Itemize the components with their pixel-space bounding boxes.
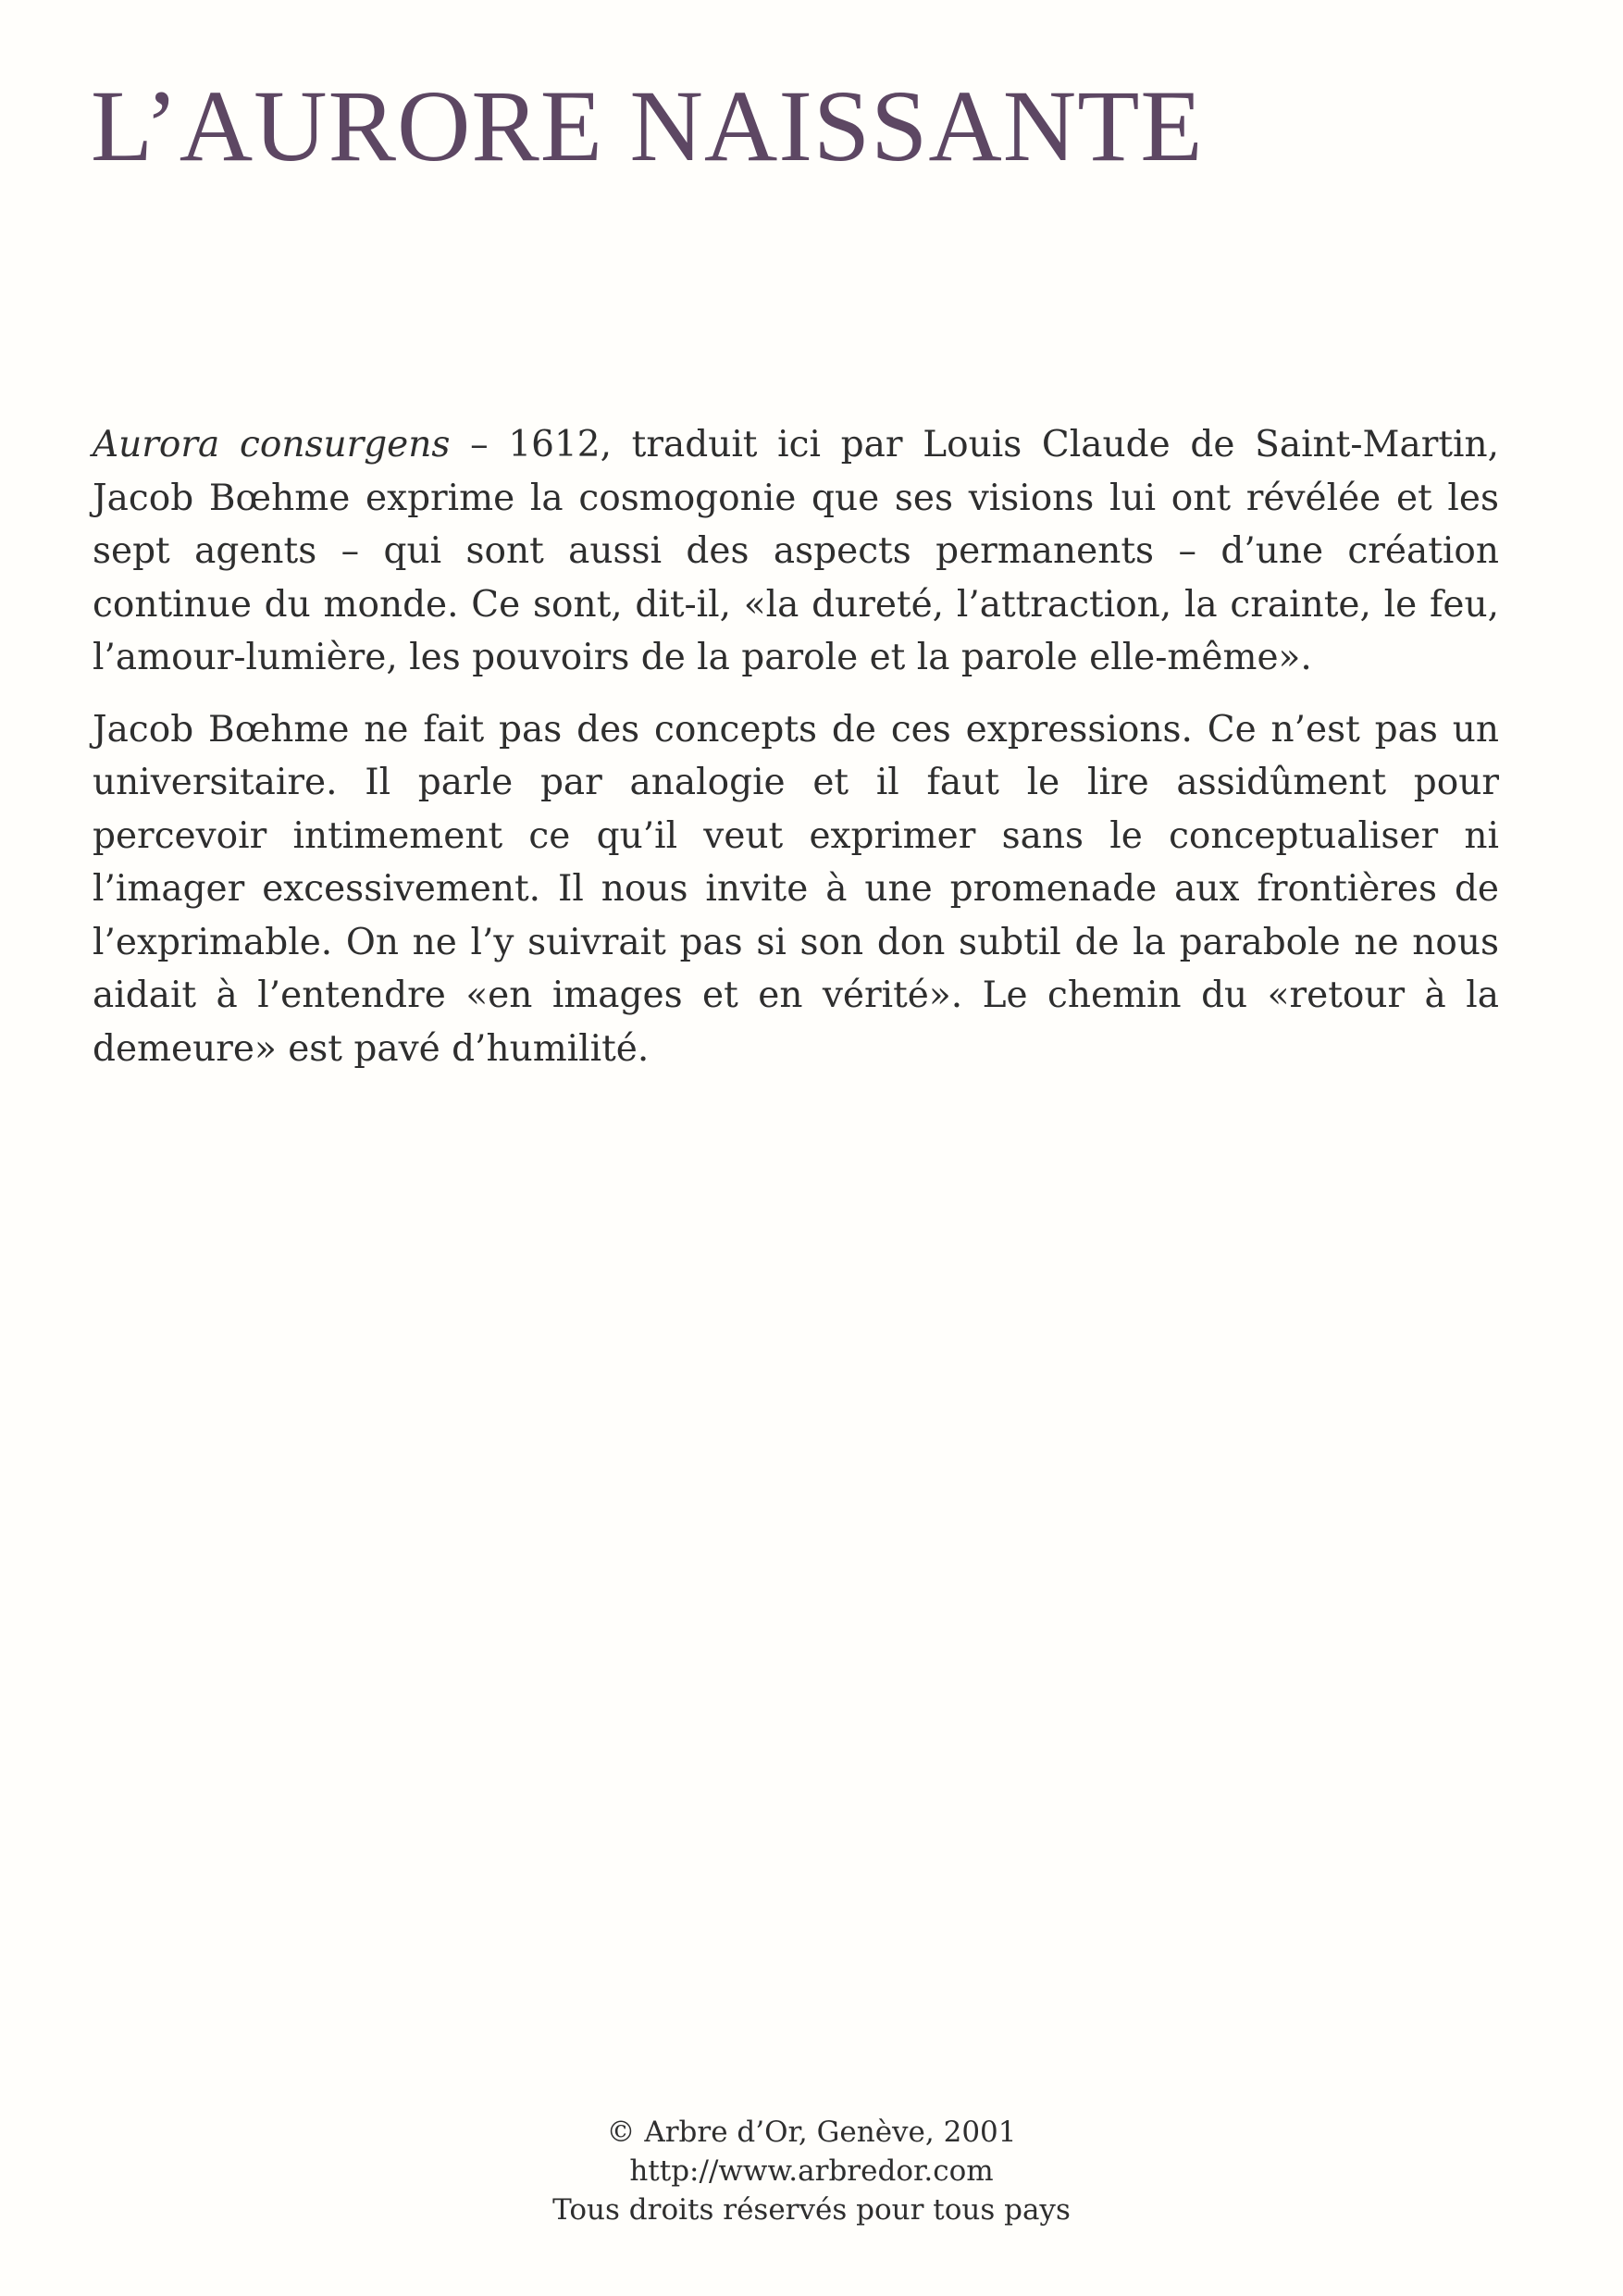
- paragraph-2: Jacob Bœhme ne fait pas des concepts de ces expressions. Ce n’est pas un universitaire. Il parle par analogie et il faut le lire assidûment pour percevoir intimement ce qu’il veut exprimer sans le conceptualiser ni l’imager excessivement. Il nous invite à une promenade aux frontières de l’exprimable. On ne l’y suivrait pas si son don subtil de la parabole ne nous aidait à l’entendre «en images et en vérité». Le chemin du «retour à la demeure» est pavé d’humilité.: [93, 708, 1499, 1070]
- paragraph-1-text: – 1612, traduit ici par Louis Claude de Saint-Martin, Jacob Bœhme exprime la cosmogonie que ses visions lui ont révélée et les sept agents – qui sont aussi des aspects permanents – d’une création continue du monde. Ce sont, dit-il, «la dureté, l’attraction, la crainte, le feu, l’amour-lumière, les pouvoirs de la parole et la parole elle-même».: [93, 424, 1499, 678]
- body-text: [93, 418, 1499, 1094]
- page-title: L’AURORE NAISSANTE: [91, 69, 1204, 182]
- paragraph-1: [93, 418, 1499, 685]
- copyright-line: © Arbre d’Or, Genève, 2001: [606, 2116, 1017, 2149]
- footer: [0, 2113, 1623, 2229]
- rights-line: Tous droits réservés pour tous pays: [552, 2193, 1071, 2227]
- website-url: http://www.arbredor.com: [629, 2154, 994, 2188]
- book-title-italic: Aurora consurgens: [93, 424, 451, 465]
